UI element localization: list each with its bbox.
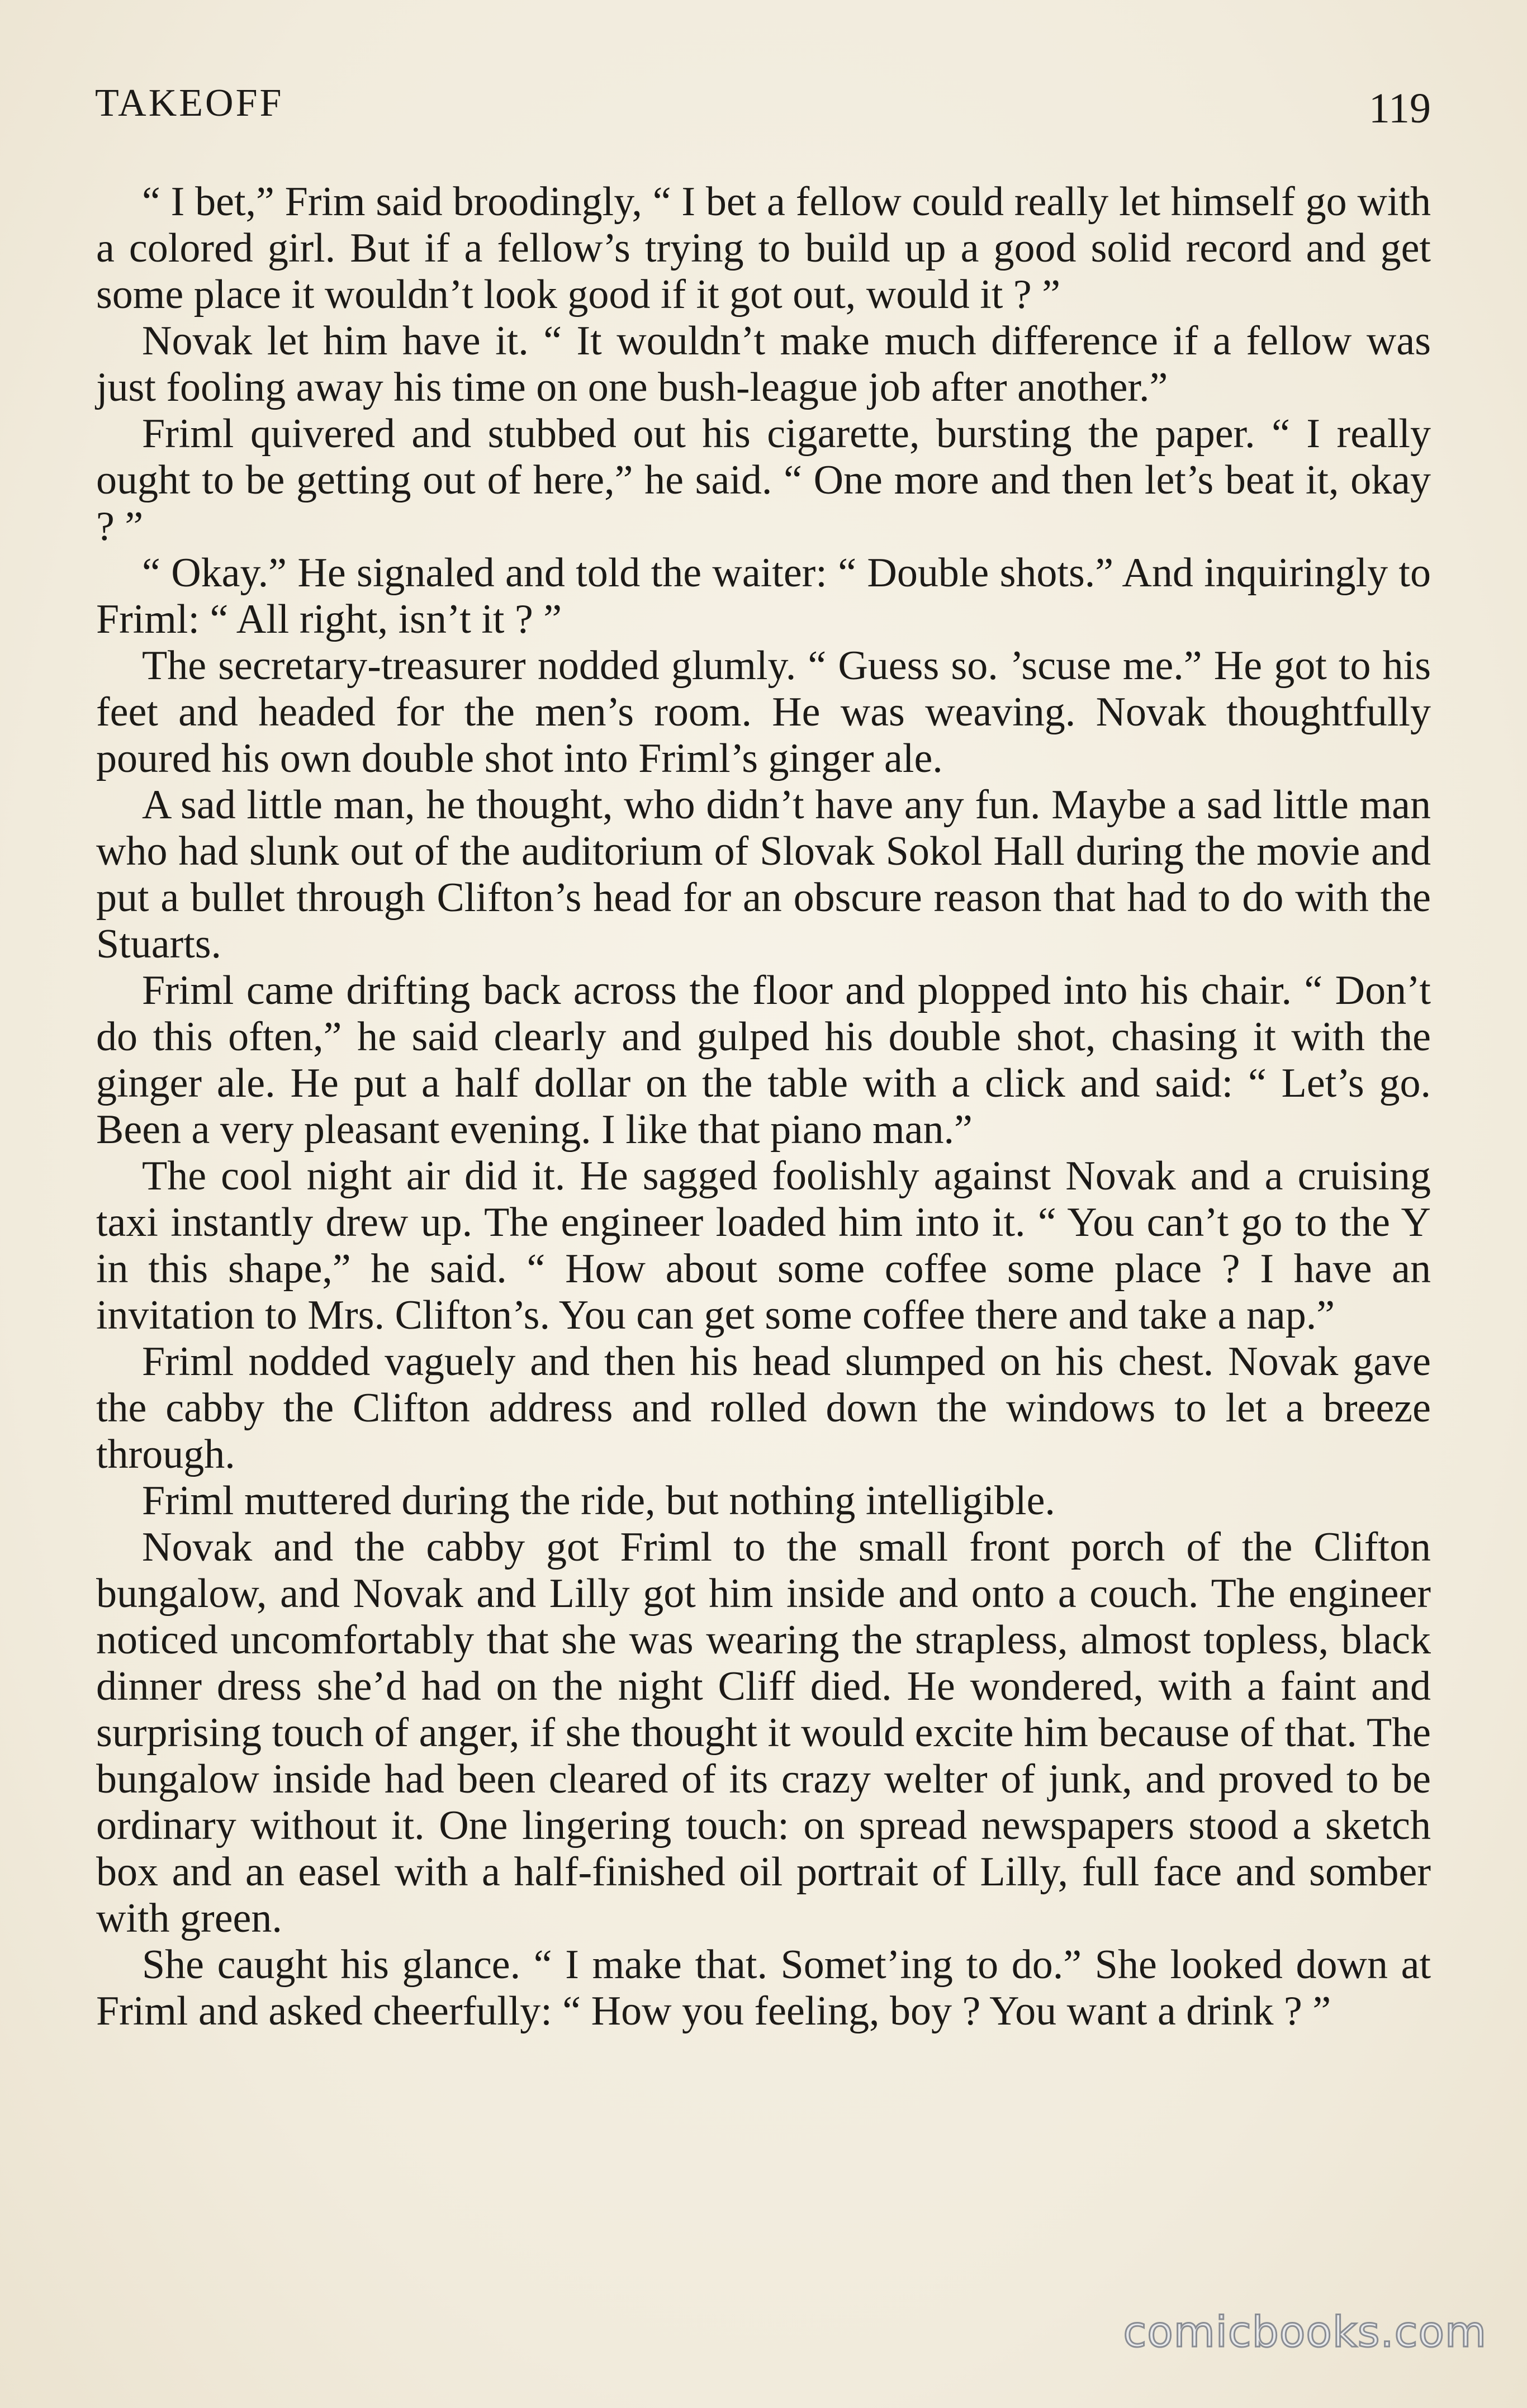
paragraph: “ I bet,” Frim said broodingly, “ I bet a fellow could really let himself go with a colored girl. But if a fellow’s trying to build up a good solid record and get some place it wouldn’t look good if it got out, would it ? ” xyxy=(96,179,1431,317)
paragraph: Friml quivered and stubbed out his cigarette, bursting the paper. “ I really ought to be getting out of here,” he said. “ One more and then let’s beat it, okay ? ” xyxy=(96,411,1431,549)
paragraph: Friml nodded vaguely and then his head slumped on his chest. Novak gave the cabby the Clifton address and rolled down the windows to let a breeze through. xyxy=(96,1339,1431,1477)
paragraph: She caught his glance. “ I make that. Somet’ing to do.” She looked down at Friml and asked cheerfully: “ How you feeling, boy ? You want a drink ? ” xyxy=(96,1942,1431,2034)
page-number: 119 xyxy=(1368,85,1431,132)
body-text xyxy=(96,179,1431,2035)
paragraph: “ Okay.” He signaled and told the waiter: “ Double shots.” And inquiringly to Friml: “ All right, isn’t it ? ” xyxy=(96,550,1431,642)
paragraph: The cool night air did it. He sagged foolishly against Novak and a cruising taxi instantly drew up. The engineer loaded him into it. “ You can’t go to the Y in this shape,” he said. “ How about some coffee some place ? I have an invitation to Mrs. Clifton’s. You can get some coffee there and take a nap.” xyxy=(96,1153,1431,1338)
paragraph: The secretary-treasurer nodded glumly. “ Guess so. ’scuse me.” He got to his feet and headed for the men’s room. He was weaving. Novak thoughtfully poured his own double shot into Friml’s ginger ale. xyxy=(96,643,1431,781)
paragraph: Friml came drifting back across the floor and plopped into his chair. “ Don’t do this often,” he said clearly and gulped his double shot, chasing it with the ginger ale. He put a half dollar on the table with a click and said: “ Let’s go. Been a very pleasant evening. I like that piano man.” xyxy=(96,968,1431,1153)
paragraph: Novak let him have it. “ It wouldn’t make much difference if a fellow was just fooling away his time on one bush-league job after another.” xyxy=(96,318,1431,410)
watermark: comicbooks.com xyxy=(1123,2307,1487,2357)
paragraph: Novak and the cabby got Friml to the small front porch of the Clifton bungalow, and Novak and Lilly got him inside and onto a couch. The engineer noticed uncomfortably that she was wearing the strapless, almost topless, black dinner dress she’d had on the night Cliff died. He wondered, with a faint and surprising touch of anger, if she thought it would excite him because of that. The bungalow inside had been cleared of its crazy welter of junk, and proved to be ordinary without it. One lingering touch: on spread newspapers stood a sketch box and an easel with a half-finished oil portrait of Lilly, full face and somber with green. xyxy=(96,1524,1431,1941)
paragraph: Friml muttered during the ride, but nothing intelligible. xyxy=(142,1478,1055,1524)
paragraph: A sad little man, he thought, who didn’t have any fun. Maybe a sad little man who had slunk out of the auditorium of Slovak Sokol Hall during the movie and put a bullet through Clifton’s head for an obscure reason that had to do with the Stuarts. xyxy=(96,782,1431,967)
running-title: TAKEOFF xyxy=(95,82,284,125)
